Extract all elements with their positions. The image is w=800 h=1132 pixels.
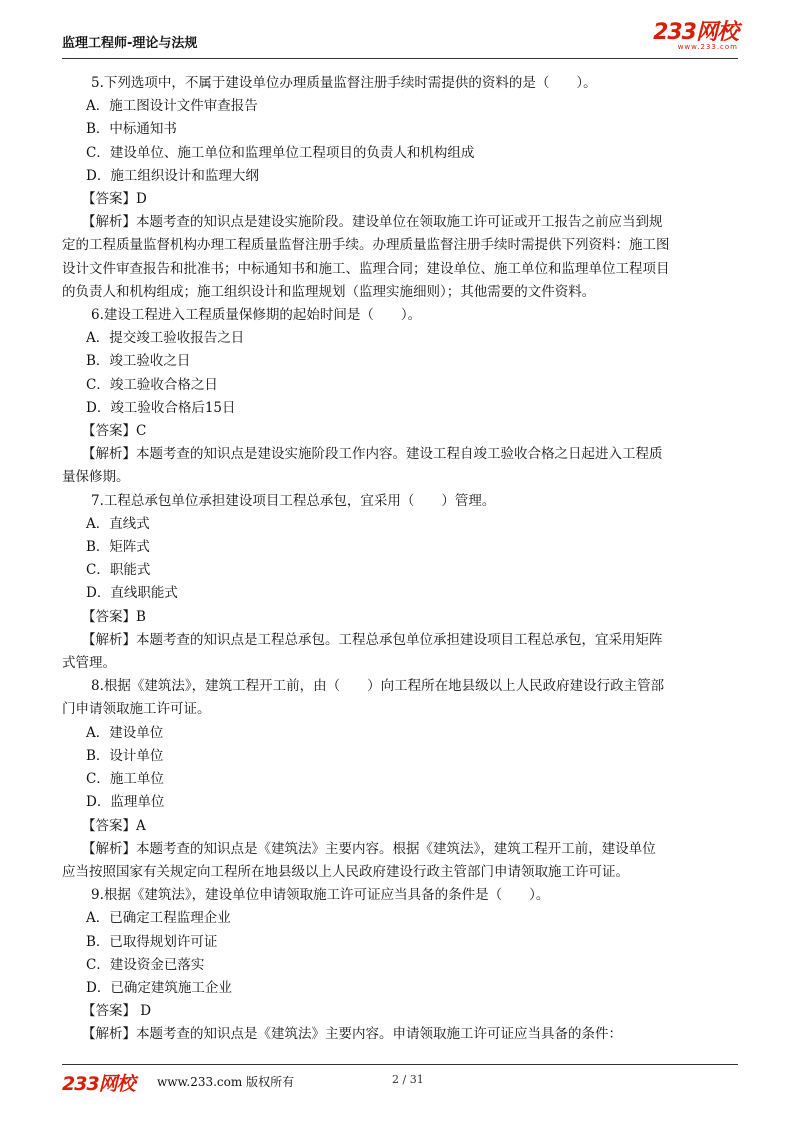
answer-option: C．施工单位 — [86, 771, 164, 788]
answer-option: B．中标通知书 — [86, 121, 177, 138]
answer-key: 【答案】B — [82, 608, 146, 625]
brand-logo[interactable] — [653, 22, 738, 51]
answer-option: C．竣工验收合格之日 — [86, 376, 218, 393]
page-footer — [62, 1064, 738, 1095]
answer-option: A．直线式 — [86, 515, 150, 532]
answer-option: D．竣工验收合格后15日 — [86, 399, 236, 416]
answer-option: C．建设资金已落实 — [86, 956, 205, 973]
page-number: 2 / 31 — [392, 1073, 424, 1086]
explanation-text: 门申请领取施工许可证。 — [62, 701, 211, 718]
answer-option: C．建设单位、施工单位和监理单位工程项目的负责人和机构组成 — [86, 144, 475, 161]
explanation-text: 量保修期。 — [62, 469, 130, 486]
question-text: 9.根据《建筑法》，建设单位申请领取施工许可证应当具备的条件是（ ）。 — [91, 887, 550, 904]
question-text: 5.下列选项中，不属于建设单位办理质量监督注册手续时需提供的资料的是（ ）。 — [91, 75, 597, 91]
explanation-text: 【解析】本题考查的知识点是《建筑法》主要内容。申请领取施工许可证应当具备的条件： — [82, 1026, 622, 1043]
explanation-text: 式管理。 — [62, 655, 116, 672]
answer-key: 【答案】C — [82, 423, 147, 440]
explanation-text: 【解析】本题考查的知识点是《建筑法》主要内容。根据《建筑法》，建筑工程开工前，建设单位 — [82, 840, 656, 857]
answer-option: A．提交竣工验收报告之日 — [86, 330, 245, 347]
explanation-text: 【解析】本题考查的知识点是建设实施阶段。建设单位在领取施工许可证或开工报告之前应当到规 — [82, 214, 663, 231]
answer-key: 【答案】A — [82, 817, 146, 834]
explanation-text: 设计文件审查报告和批准书；中标通知书和施工、监理合同；建设单位、施工单位和监理单位工程项目 — [62, 260, 670, 277]
answer-option: D．直线职能式 — [86, 585, 178, 602]
question-text: 6.建设工程进入工程质量保修期的起始时间是（ ）。 — [91, 307, 422, 324]
logo-text: 233网校 — [653, 20, 738, 45]
answer-option: A．建设单位 — [86, 724, 164, 741]
answer-key: 【答案】 D — [82, 1003, 152, 1020]
answer-option: B．已取得规划许可证 — [86, 933, 218, 950]
question-text: 8.根据《建筑法》，建筑工程开工前，由（ ）向工程所在地县级以上人民政府建设行政主管部 — [91, 678, 665, 695]
answer-option: A．已确定工程监理企业 — [86, 910, 231, 927]
document-title: 监理工程师-理论与法规 — [62, 36, 198, 51]
answer-option: B．竣工验收之日 — [86, 353, 191, 370]
document-body — [62, 72, 736, 1047]
footer-logo[interactable]: 233网校 — [62, 1073, 135, 1095]
explanation-text: 【解析】本题考查的知识点是建设实施阶段工作内容。建设工程自竣工验收合格之日起进入工程质 — [82, 446, 663, 463]
logo-url: www.233.com — [677, 43, 738, 51]
answer-option: C．职能式 — [86, 562, 151, 579]
answer-option: D．监理单位 — [86, 794, 165, 811]
answer-option: D．施工组织设计和监理大纲 — [86, 167, 259, 184]
answer-option: D．已确定建筑施工企业 — [86, 979, 232, 996]
explanation-text: 的负责人和机构组成；施工组织设计和监理规划（监理实施细则）；其他需要的文件资料。 — [62, 283, 596, 300]
answer-option: A．施工图设计文件审查报告 — [86, 98, 258, 115]
explanation-text: 【解析】本题考查的知识点是工程总承包。工程总承包单位承担建设项目工程总承包，宜采用矩阵 — [82, 631, 663, 648]
page-header — [62, 22, 738, 59]
answer-option: B．设计单位 — [86, 747, 164, 764]
explanation-text: 定的工程质量监督机构办理工程质量监督注册手续。办理质量监督注册手续时需提供下列资料：施工图 — [62, 237, 670, 254]
answer-key: 【答案】D — [82, 191, 147, 208]
copyright-text: www.233.com 版权所有 — [157, 1075, 295, 1089]
answer-option: B．矩阵式 — [86, 539, 150, 556]
explanation-text: 应当按照国家有关规定向工程所在地县级以上人民政府建设行政主管部门申请领取施工许可证。 — [62, 863, 629, 880]
question-text: 7.工程总承包单位承担建设项目工程总承包，宜采用（ ）管理。 — [91, 492, 496, 509]
